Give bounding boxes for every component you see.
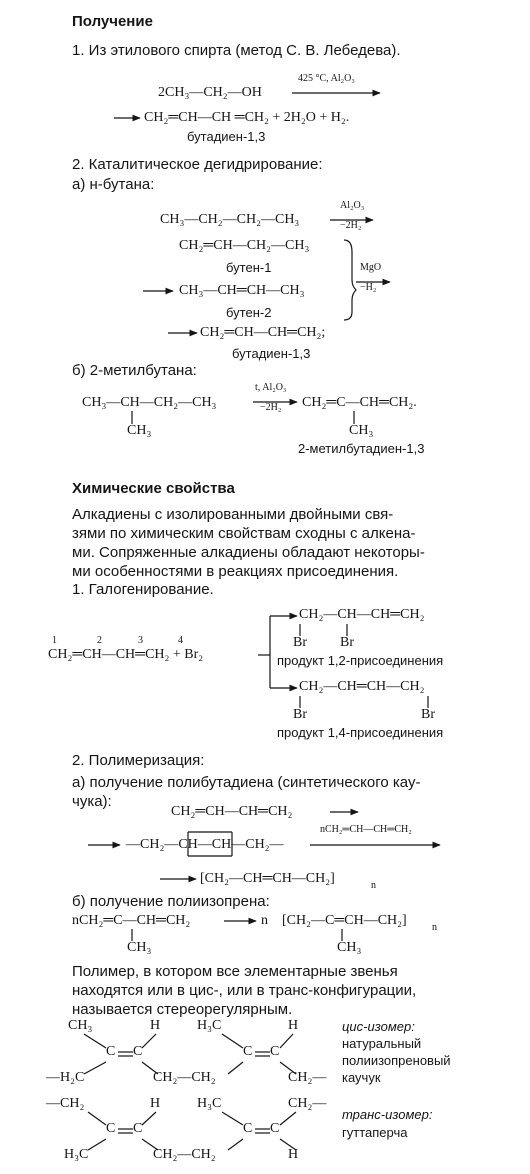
bond-cis-12 — [280, 1062, 296, 1074]
bond-trans-12 — [280, 1139, 296, 1150]
bond-cis-2 — [142, 1034, 156, 1048]
trans-mid: CH₂—CH₂ — [153, 1147, 216, 1162]
item-polymerization: 2. Полимеризация: — [72, 752, 205, 769]
polymer1-chain: —CH₂—CH—CH—CH₂— — [126, 837, 284, 852]
paragraph-line: Полимер, в котором все элементарные звенья — [72, 963, 398, 980]
trans-c2: C — [133, 1121, 143, 1136]
cis-caption-4: каучук — [342, 1070, 381, 1085]
trans-ch2-a: —CH₂ — [46, 1096, 85, 1111]
reaction3-product-branch: CH₃ — [349, 423, 374, 438]
reaction1-product: CH₂═CH—CH ═CH₂ + 2H₂O + H₂. — [144, 110, 350, 125]
halogenation-p2-br1: Br — [293, 707, 307, 722]
cis-caption-1: цис-изомер: — [342, 1019, 415, 1034]
polymer1-product: [CH₂—CH═CH—CH₂] — [200, 871, 335, 886]
halogenation-p1-br2: Br — [340, 635, 354, 650]
reaction1-condition: 425 °C, Al₂O₃ — [298, 73, 355, 84]
bond-cis-5 — [84, 1062, 106, 1074]
trans-c4: C — [270, 1121, 280, 1136]
cis-h-b: H — [288, 1018, 299, 1033]
trans-h-a: H — [150, 1096, 161, 1111]
polymer1-n: n — [371, 880, 376, 891]
bond-cis-7 — [222, 1034, 243, 1048]
reaction3-branch: CH₃ — [127, 423, 152, 438]
reaction2-butene1-name: бутен-1 — [226, 260, 272, 275]
reaction2-cond-top: Al₂O₃ — [340, 200, 365, 211]
cis-h3c-b: H₃C — [197, 1018, 222, 1033]
cis-c3: C — [243, 1044, 253, 1059]
section-title-chemical-properties: Химические свойства — [72, 480, 235, 497]
reaction2-butene1: CH₂═CH—CH₂—CH₃ — [179, 238, 310, 253]
cis-c2: C — [133, 1044, 143, 1059]
reaction3-cond-top: t, Al₂O₃ — [255, 382, 287, 393]
paragraph-line: называется стереорегулярным. — [72, 1001, 293, 1018]
item-catalytic-dehydrogenation: 2. Каталитическое дегидрирование: — [72, 156, 323, 173]
cis-caption-2: натуральный — [342, 1036, 422, 1051]
reaction3-product: CH₂═C—CH═CH₂. — [302, 395, 417, 410]
cis-c1: C — [106, 1044, 116, 1059]
bond-trans-8 — [280, 1112, 296, 1125]
cis-ch3-a: CH₃ — [68, 1018, 93, 1033]
reaction2-mgo-bottom: −H₂ — [360, 282, 377, 293]
cis-right: CH₂— — [288, 1070, 327, 1085]
paragraph-line: находятся или в цис-, или в транс-конфигурации, — [72, 982, 417, 999]
polymer2-n: n — [432, 922, 437, 933]
cis-caption-3: полиизопреновый — [342, 1053, 451, 1068]
item-2-methylbutane: б) 2-метилбутана: — [72, 362, 197, 379]
trans-c1: C — [106, 1121, 116, 1136]
polymer2-product-branch: CH₃ — [337, 940, 362, 955]
paragraph-line: ми. Сопряженные алкадиены обладают некоторы- — [72, 544, 425, 561]
polymer2-monomer: nCH₂═C—CH═CH₂ — [72, 913, 191, 928]
trans-c3: C — [243, 1121, 253, 1136]
bond-trans-5 — [88, 1139, 106, 1150]
reaction3-cond-bottom: −2H₂ — [260, 402, 282, 413]
brace-r2 — [344, 240, 356, 320]
item-n-butane: а) н-бутана: — [72, 176, 155, 193]
reaction1-product-name: бутадиен-1,3 — [187, 129, 266, 144]
paragraph-line: Алкадиены с изолированными двойными свя- — [72, 506, 394, 523]
reaction3-product-name: 2-метилбутадиен-1,3 — [298, 441, 425, 456]
bond-cis-8 — [280, 1034, 293, 1048]
trans-h-c: H — [288, 1147, 299, 1162]
item-polyisoprene: б) получение полиизопрена: — [72, 893, 270, 910]
halogenation-p1-name: продукт 1,2-присоединения — [277, 653, 444, 668]
cis-mid: CH₂—CH₂ — [153, 1070, 216, 1085]
carbon-number-3: 3 — [138, 635, 143, 646]
halogenation-p1-br1: Br — [293, 635, 307, 650]
trans-h3c-c: H₃C — [64, 1147, 89, 1162]
halogenation-reactant: CH₂═CH—CH═CH₂ + Br₂ — [48, 647, 204, 662]
bond-cis-1 — [84, 1034, 106, 1048]
paragraph-line: а) получение полибутадиена (синтетического кау- — [72, 774, 421, 791]
polymer2-n-prefix: n — [261, 913, 268, 928]
cis-left: —H₂C — [46, 1070, 85, 1085]
carbon-number-2: 2 — [97, 635, 102, 646]
bond-cis-11 — [228, 1062, 243, 1074]
trans-h3c-b: H₃C — [197, 1096, 222, 1111]
carbon-number-4: 4 — [178, 635, 183, 646]
bond-trans-1 — [88, 1112, 106, 1125]
reaction2-product-name: бутадиен-1,3 — [232, 346, 311, 361]
cis-h-a: H — [150, 1018, 161, 1033]
carbon-number-1: 1 — [52, 635, 57, 646]
bond-trans-6 — [142, 1139, 158, 1150]
paragraph-line: зями по химическим свойствам сходны с алкена- — [72, 525, 416, 542]
bond-trans-7 — [222, 1112, 243, 1125]
reaction2-cond-bottom: −2H₂ — [340, 220, 362, 231]
reaction3-reactant: CH₃—CH—CH₂—CH₃ — [82, 395, 217, 410]
reaction1-reactant: 2CH₃—CH₂—OH — [158, 85, 262, 100]
reaction2-mgo-top: MgO — [360, 262, 382, 273]
item-ethanol-method: 1. Из этилового спирта (метод С. В. Лебедева). — [72, 42, 401, 59]
reaction2-butene2-name: бутен-2 — [226, 305, 272, 320]
halogenation-p2-name: продукт 1,4-присоединения — [277, 725, 444, 740]
bond-cis-6 — [142, 1062, 158, 1074]
polymer1-condition: nCH₂═CH—CH═CH₂ — [320, 824, 412, 835]
polymer2-product: [CH₂—C═CH—CH₂] — [282, 913, 407, 928]
reaction2-reactant: CH₃—CH₂—CH₂—CH₃ — [160, 212, 300, 227]
trans-ch2-b: CH₂— — [288, 1096, 327, 1111]
halogenation-p2-br2: Br — [421, 707, 435, 722]
halogenation-product2: CH₂—CH═CH—CH₂ — [299, 679, 425, 694]
paragraph-line: ми особенностями в реакциях присоединения. — [72, 563, 399, 580]
polymer1-monomer: CH₂═CH—CH═CH₂ — [171, 804, 293, 819]
polymer2-branch: CH₃ — [127, 940, 152, 955]
bond-trans-2 — [142, 1112, 156, 1125]
item-halogenation: 1. Галогенирование. — [72, 581, 214, 598]
cis-c4: C — [270, 1044, 280, 1059]
trans-caption-2: гуттаперча — [342, 1125, 408, 1140]
bond-trans-11 — [228, 1139, 243, 1150]
trans-caption-1: транс-изомер: — [342, 1107, 433, 1122]
reaction2-butene2: CH₃—CH═CH—CH₃ — [179, 283, 305, 298]
section-title-preparation: Получение — [72, 13, 153, 30]
halogenation-product1: CH₂—CH—CH═CH₂ — [299, 607, 425, 622]
paragraph-line: чука): — [72, 793, 112, 810]
reaction2-product: CH₂═CH—CH═CH₂; — [200, 325, 326, 340]
